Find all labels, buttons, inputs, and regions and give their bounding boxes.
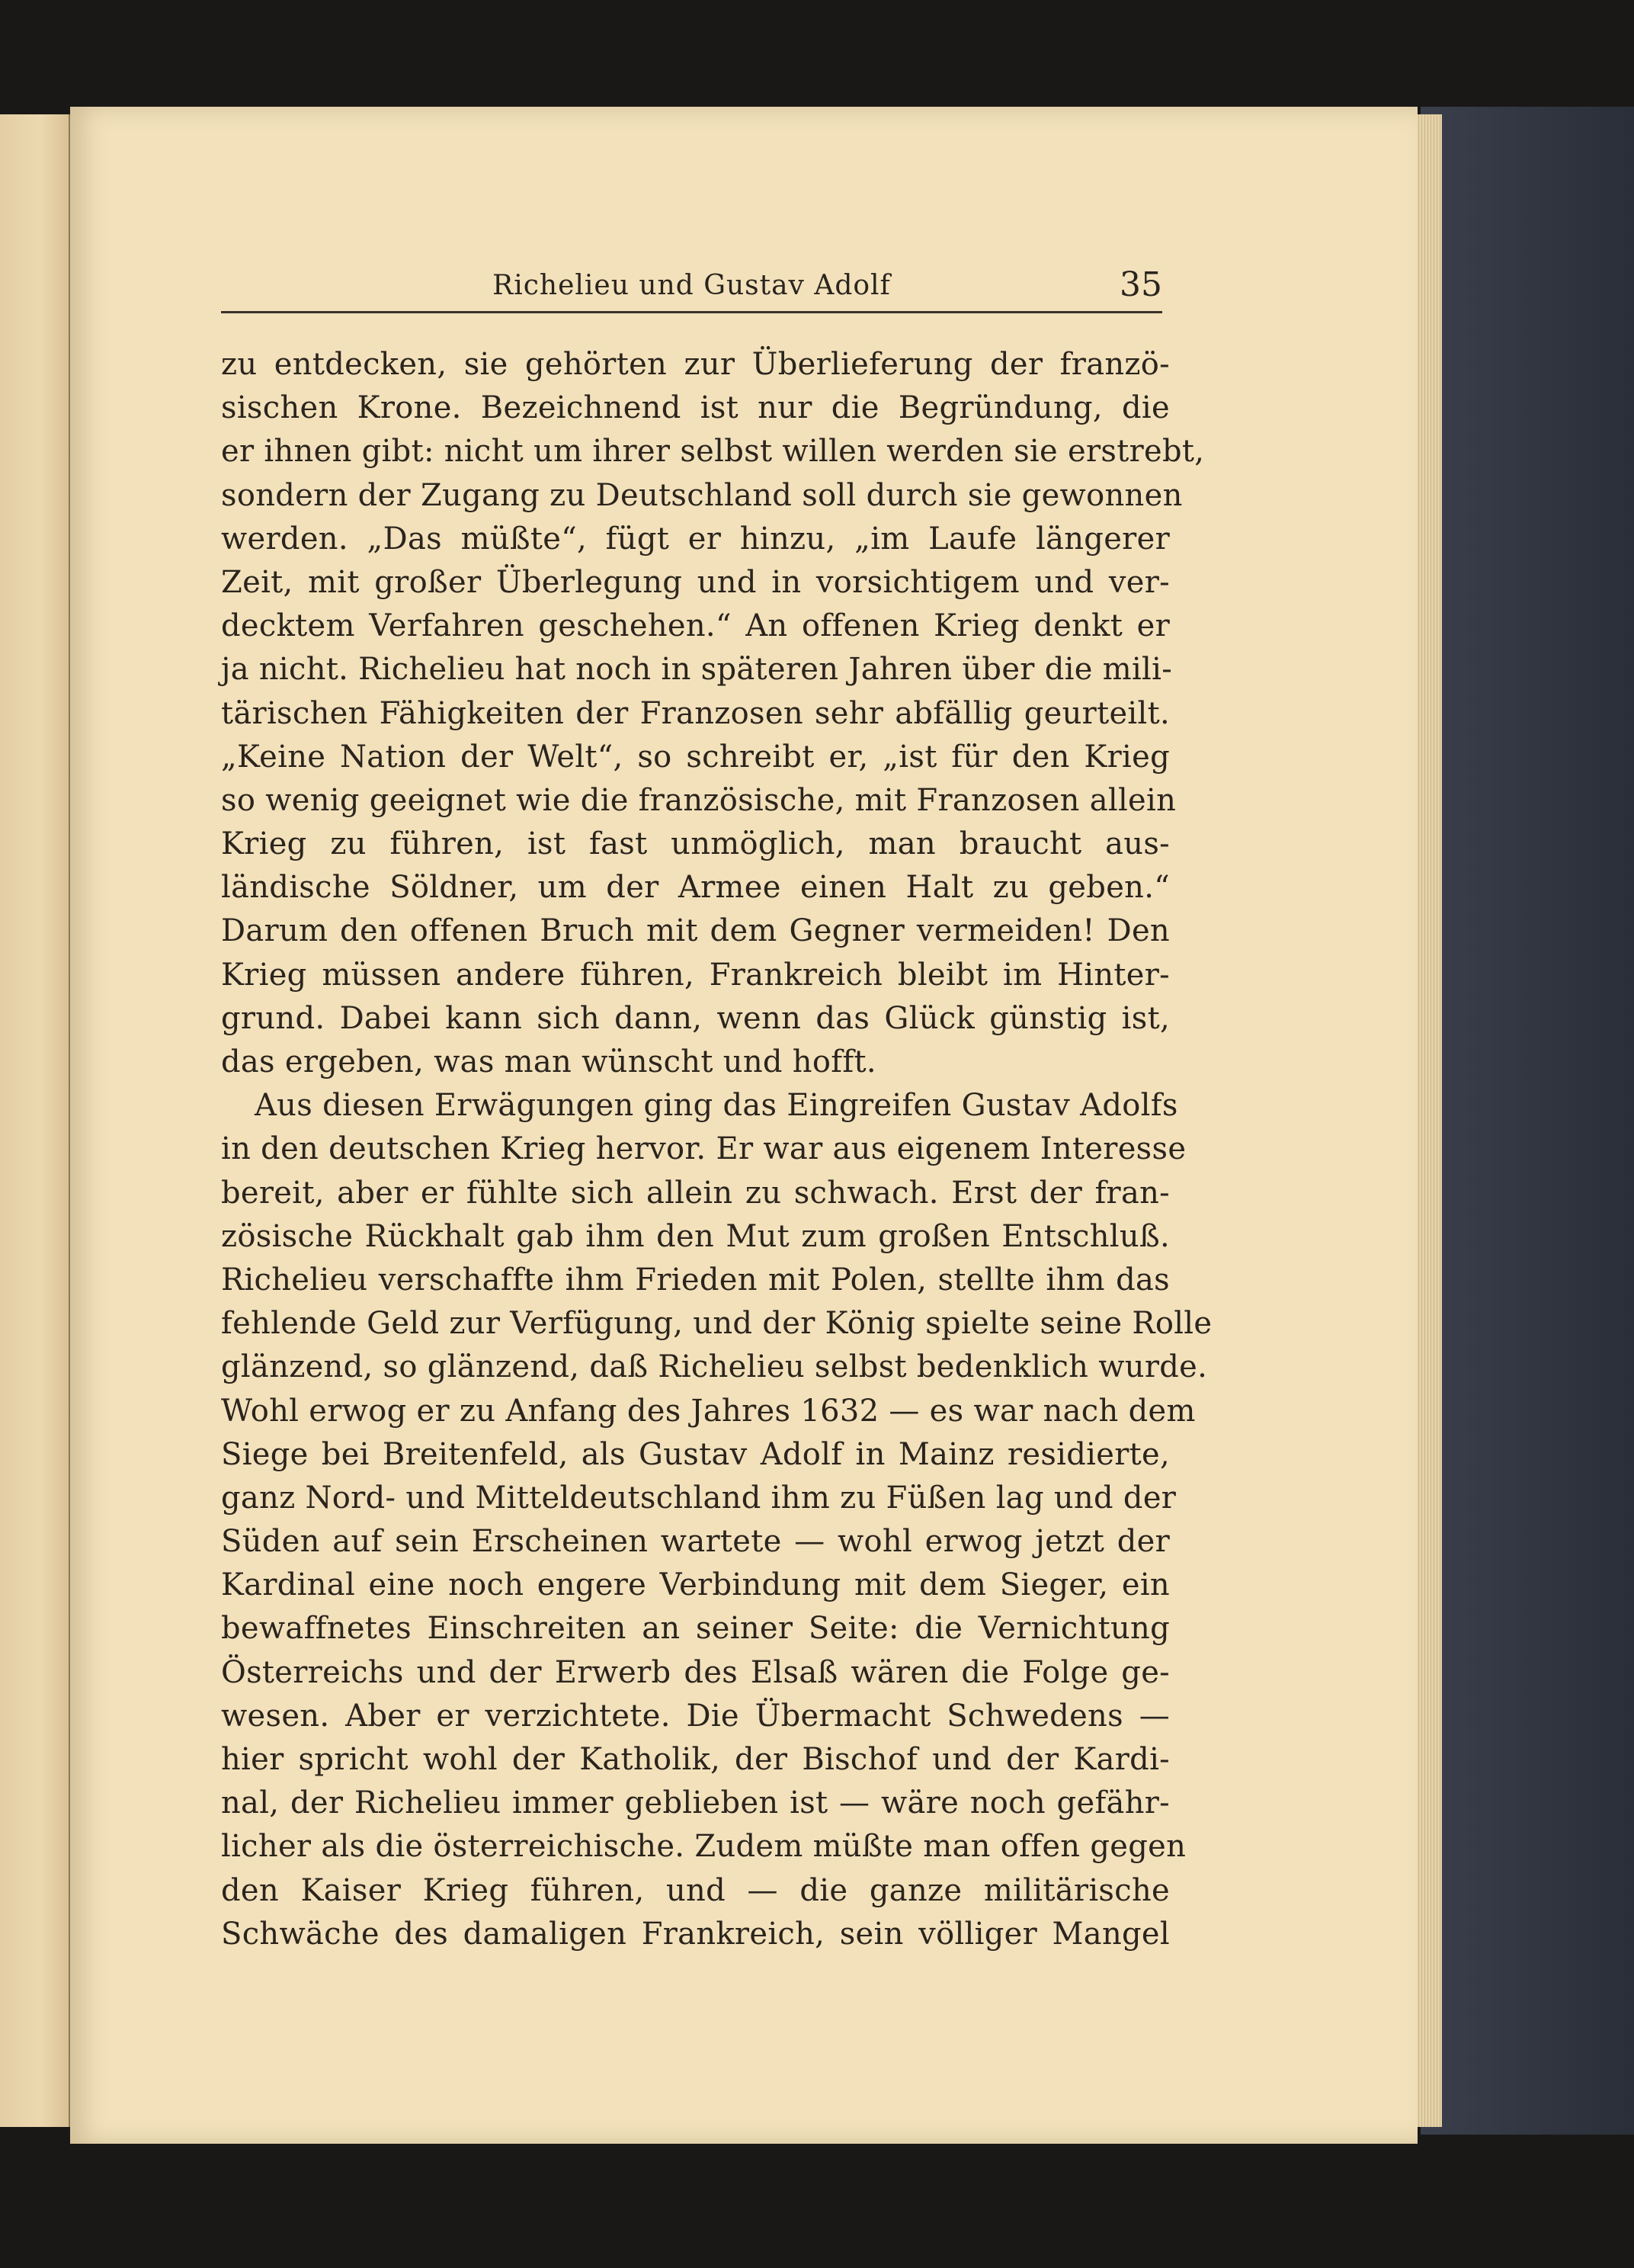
- text-line: Siege bei Breitenfeld, als Gustav Adolf in Mainz residierte,: [221, 1436, 1170, 1472]
- text-line: so wenig geeignet wie die französische, mit Franzosen allein: [221, 782, 1177, 818]
- text-line: den Kaiser Krieg führen, und — die ganze militärische: [221, 1872, 1170, 1908]
- text-line: zu entdecken, sie gehörten zur Überlieferung der franzö-: [221, 347, 1170, 382]
- text-line: sischen Krone. Bezeichnend ist nur die Begründung, die: [221, 390, 1170, 426]
- text-line: Darum den offenen Bruch mit dem Gegner vermeiden! Den: [221, 913, 1170, 949]
- text-line: grund. Dabei kann sich dann, wenn das Glück günstig ist,: [221, 1000, 1170, 1036]
- text-line: licher als die österreichische. Zudem müßte man offen gegen: [221, 1829, 1187, 1865]
- text-line: er ihnen gibt: nicht um ihrer selbst willen werden sie erstrebt,: [221, 434, 1205, 470]
- text-line: hier spricht wohl der Katholik, der Bischof und der Kardi-: [221, 1742, 1170, 1777]
- text-line: nal, der Richelieu immer geblieben ist — wäre noch gefähr-: [221, 1785, 1170, 1821]
- running-head: [221, 265, 1162, 313]
- text-line: Aus diesen Erwägungen ging das Eingreifen Gustav Adolfs: [255, 1088, 1178, 1124]
- text-line: tärischen Fähigkeiten der Franzosen sehr abfällig geurteilt.: [221, 695, 1170, 731]
- text-line: zösische Rückhalt gab ihm den Mut zum großen Entschluß.: [221, 1218, 1170, 1254]
- text-line: in den deutschen Krieg hervor. Er war aus eigenem Interesse: [221, 1131, 1187, 1167]
- text-line: werden. „Das müßte“, fügt er hinzu, „im Laufe längerer: [221, 521, 1170, 557]
- text-line: decktem Verfahren geschehen.“ An offenen Krieg denkt er: [221, 608, 1170, 644]
- text-line: ja nicht. Richelieu hat noch in späteren Jahren über die mili-: [221, 652, 1173, 688]
- text-line: Kardinal eine noch engere Verbindung mit dem Sieger, ein: [221, 1567, 1170, 1603]
- text-line: Wohl erwog er zu Anfang des Jahres 1632 — es war nach dem: [221, 1393, 1196, 1429]
- text-line: Österreichs und der Erwerb des Elsaß wären die Folge ge-: [221, 1654, 1170, 1690]
- text-line: Krieg zu führen, ist fast unmöglich, man braucht aus-: [221, 826, 1170, 862]
- text-line: „Keine Nation der Welt“, so schreibt er, „ist für den Krieg: [221, 739, 1170, 775]
- body-text: [221, 343, 1213, 1956]
- text-line: Zeit, mit großer Überlegung und in vorsichtigem und ver-: [221, 564, 1170, 600]
- text-line: bereit, aber er fühlte sich allein zu schwach. Erst der fran-: [221, 1175, 1170, 1211]
- book-cover: [1421, 107, 1634, 2135]
- text-line: sondern der Zugang zu Deutschland soll durch sie gewonnen: [221, 477, 1183, 513]
- text-line: Schwäche des damaligen Frankreich, sein völliger Mangel: [221, 1916, 1170, 1952]
- text-line: Richelieu verschaffte ihm Frieden mit Polen, stellte ihm das: [221, 1262, 1170, 1298]
- running-title: Richelieu und Gustav Adolf: [492, 270, 891, 301]
- text-line: glänzend, so glänzend, daß Richelieu selbst bedenklich wurde.: [221, 1349, 1208, 1385]
- left-page-edge: [0, 114, 71, 2127]
- text-line: ganz Nord- und Mitteldeutschland ihm zu Füßen lag und der: [221, 1480, 1177, 1516]
- text-line: bewaffnetes Einschreiten an seiner Seite: die Vernichtung: [221, 1611, 1170, 1647]
- page-number: 35: [1120, 265, 1162, 304]
- text-line: Krieg müssen andere führen, Frankreich bleibt im Hinter-: [221, 957, 1170, 993]
- text-line: ländische Söldner, um der Armee einen Halt zu geben.“: [221, 870, 1170, 906]
- text-line: das ergeben, was man wünscht und hofft.: [221, 1044, 876, 1079]
- text-line: fehlende Geld zur Verfügung, und der König spielte seine Rolle: [221, 1306, 1213, 1342]
- text-line: wesen. Aber er verzichtete. Die Übermacht Schwedens —: [221, 1698, 1170, 1734]
- text-line: Süden auf sein Erscheinen wartete — wohl erwog jetzt der: [221, 1524, 1170, 1560]
